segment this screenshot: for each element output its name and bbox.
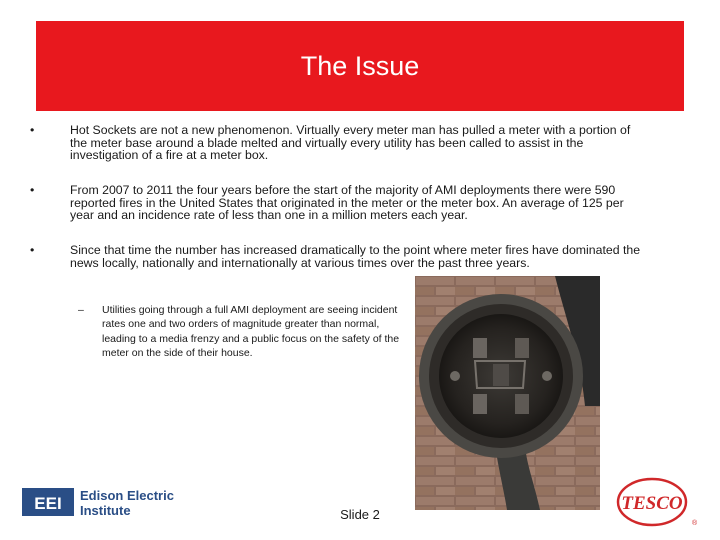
sub-bullet-text: Utilities going through a full AMI deployment are seeing incident rates one and two orders of magnitude greater than normal, leading to a media frenzy and a public focus on the safety of the meter on the side of their house. — [102, 304, 400, 359]
tesco-logo — [612, 473, 698, 529]
eei-logo-letters: EEI — [34, 494, 62, 513]
tesco-logo-text: TESCO — [621, 493, 683, 514]
slide-title: The Issue — [300, 51, 420, 81]
sub-bullet-marker: – — [78, 304, 84, 316]
bullet-marker: • — [30, 123, 35, 137]
bullet-text: From 2007 to 2011 the four years before the start of the majority of AMI deployments there were 590 reported fires in the United States that originated in the meter or the meter box. An average of 125 per year and an incidence rate of less than one in a million meters each year. — [70, 183, 624, 222]
bullet-marker: • — [30, 243, 35, 257]
eei-logo — [22, 484, 202, 520]
bullet-text: Hot Sockets are not a new phenomenon. Virtually every meter man has pulled a meter with a portion of the meter base around a blade melted and virtually every utility has been called to assist in the investigation of a fire at a meter box. — [70, 123, 631, 162]
eei-logo-mark — [22, 484, 76, 520]
eei-logo-text — [80, 488, 174, 518]
bullet-marker: • — [30, 183, 35, 197]
eei-name-line2: Institute — [80, 503, 131, 518]
title-bar — [36, 21, 684, 111]
meter-base-photo — [415, 276, 600, 510]
tesco-registered-mark: ® — [692, 520, 698, 527]
bullet-text: Since that time the number has increased dramatically to the point where meter fires have dominated the news locally, nationally and internationally at various times over the past three years. — [70, 243, 641, 270]
eei-name-line1: Edison Electric — [80, 488, 174, 503]
slide-number: Slide 2 — [340, 507, 380, 522]
